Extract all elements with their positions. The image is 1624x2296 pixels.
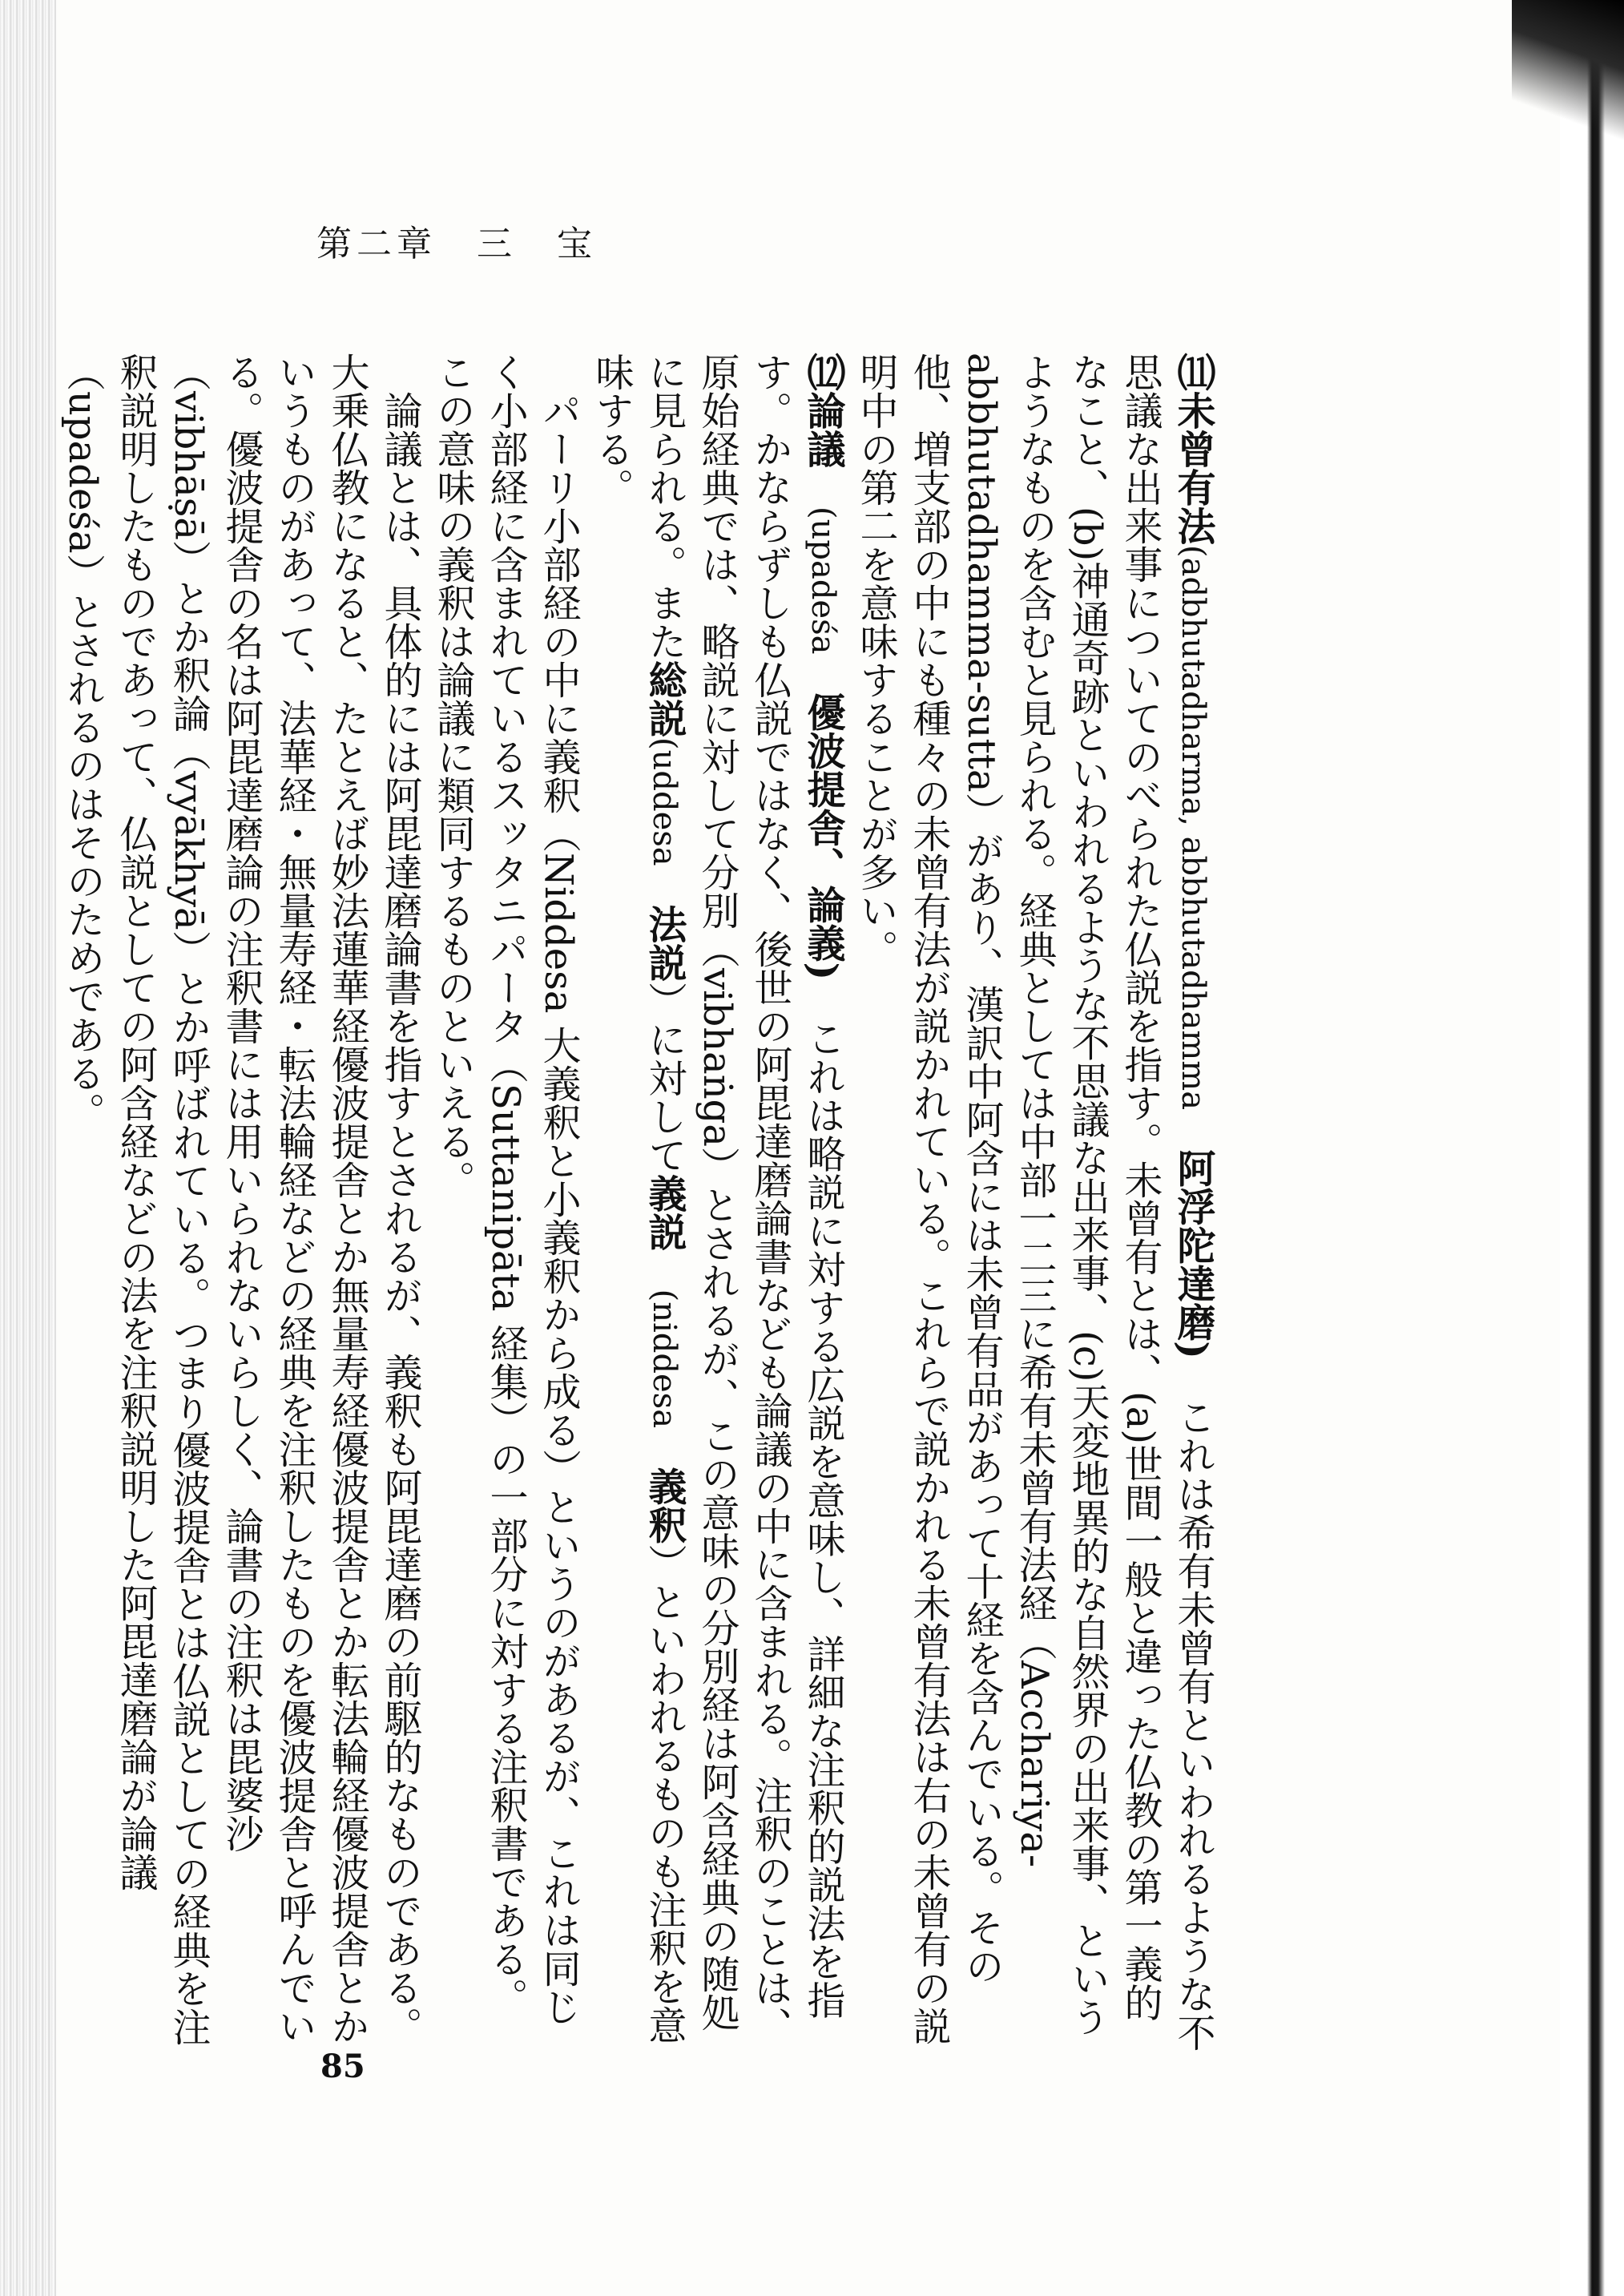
binding-edge xyxy=(0,0,56,2296)
latin-d: (niddesa xyxy=(646,1289,683,1429)
section-kanji: 優波提舎、論義) xyxy=(800,692,845,981)
section-11 xyxy=(849,353,1219,2052)
paragraph: 論議とは、具体的には阿毘達磨論書を指すとされるが、義釈も阿毘達磨の前駆的なものである。大乗仏教になると、たとえば妙法蓮華経優波提舎とか無量寿経優波提舎とか転法輪経優波提舎とかいうものがあって、法華経・無量寿経・転法輪経などの経典を注釈したものを優波提舎と呼んでいる。優波提舎の名は阿毘達磨論の注釈書には用いられないらしく、論書の注釈は毘婆沙（vibhāṣā）とか釈論（vyākhyā）とか呼ばれている。つまり優波提舎とは仏説としての経典を注釈説明したものであって、仏説としての阿含経などの法を注釈説明した阿毘達磨論が論議（upadeśa）とされるのはそのためである。 xyxy=(60,353,422,2046)
section-body: これは希有未曾有といわれるような不思議な出来事についてのべられた仏説を指す。未曾有とは、(a)世間一般と違った仏教の第一義的なこと、(b)神通奇跡といわれるような不思議な出来事、(c)天変地異的な自然界の出来事、というようなものを含むと見られる。経典としては中部一二三に希有未曾有法経（Acchariya-abbhutadhamma-sutta）があり、漢訳中阿含には未曾有品があって十経を含んでいる。その他、増支部の中にも種々の未曾有法が説かれている。これらで説かれる未曾有法は右の未曾有の説明中の第二を意味することが多い。 xyxy=(853,353,1215,2052)
page-edge-shadow xyxy=(1560,0,1624,2296)
section-number: ⑾ xyxy=(1171,353,1215,391)
term-b: 総説 xyxy=(642,660,687,737)
section-12 xyxy=(585,353,849,2052)
section-latin: (upadeśa xyxy=(804,506,841,655)
latin-b: (uddesa xyxy=(646,737,683,866)
section-term: 未曾有法 xyxy=(1171,391,1215,545)
corner-shadow xyxy=(1512,0,1624,160)
term-c: 法説 xyxy=(642,904,687,982)
section-body-a: これは略説に対する広説を意味し、詳細な注釈的説法を指す。かならずしも仏説ではなく、後世の阿毘達磨論書なども論議の中に含まれる。注釈のことは、原始経典では、略説に対して分別（vibhaṅga）とされるが、この意味の分別経は阿含経典の随処に見られる。また xyxy=(642,353,845,2045)
main-text xyxy=(56,353,1219,2052)
page-number: 85 xyxy=(320,2048,365,2085)
section-number: ⑿ xyxy=(800,353,845,391)
paragraph: パーリ小部経の中に義釈（Niddesa 大義釈と小義釈から成る）というのがあるが、これは同じく小部経に含まれているスッタニパータ（Suttanipāta 経集）の一部分に対する注釈書である。この意味の義釈は論議に類同するものといえる。 xyxy=(430,353,581,2026)
section-body-c: ）といわれるものも注釈を意味する。 xyxy=(589,353,687,2044)
section-kanji: 阿浮陀達磨) xyxy=(1171,1148,1215,1359)
running-head: 第二章 三 宝 xyxy=(316,224,597,264)
term-e: 義釈 xyxy=(642,1467,687,1544)
term-d: 義説 xyxy=(642,1173,687,1251)
section-body-b: ）に対して xyxy=(642,981,687,1174)
section-latin: (adbhutadharma, abbhutadhamma xyxy=(1175,545,1211,1111)
section-term: 論議 xyxy=(800,391,845,468)
